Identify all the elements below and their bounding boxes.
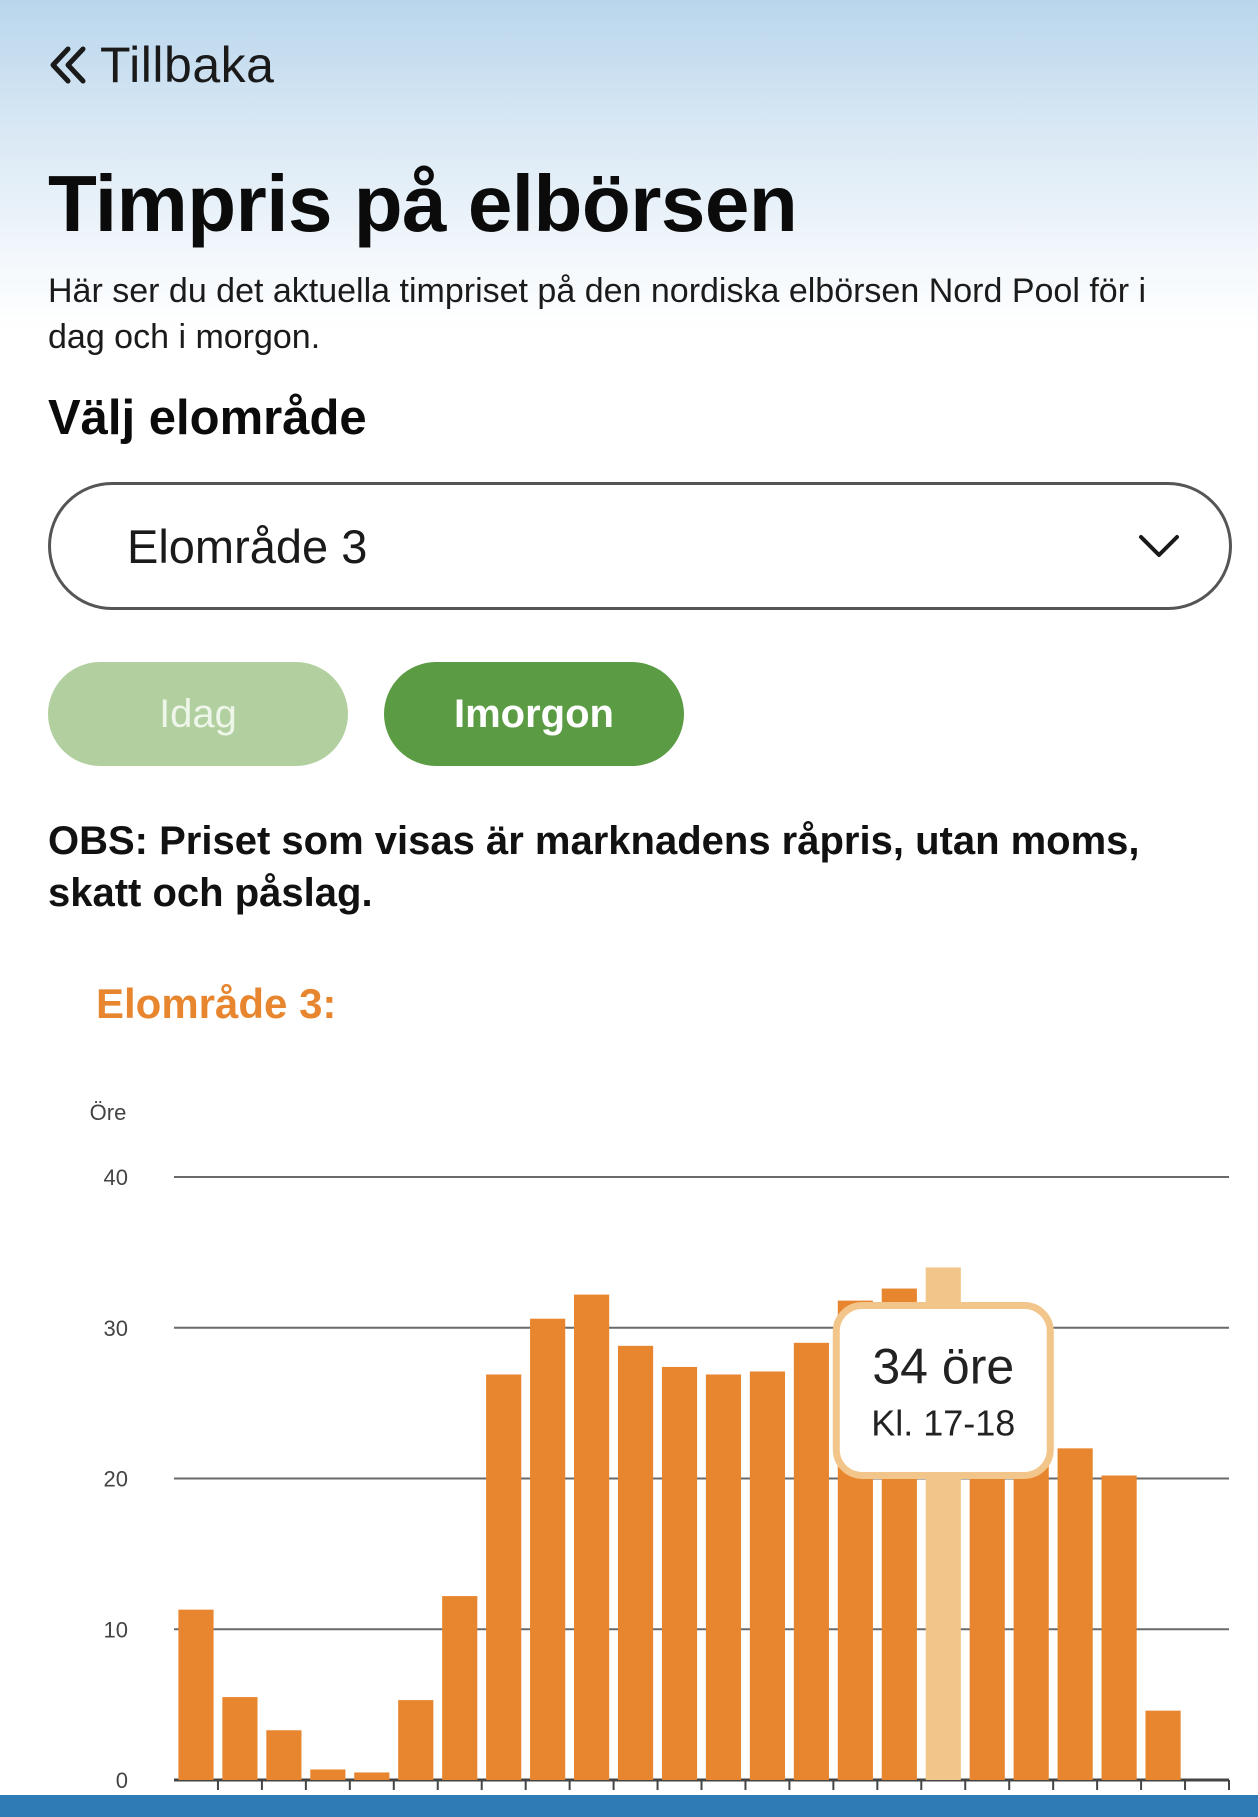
bar bbox=[706, 1374, 741, 1780]
bar bbox=[618, 1346, 653, 1780]
bar bbox=[266, 1730, 301, 1780]
bar bbox=[398, 1700, 433, 1780]
bar bbox=[750, 1371, 785, 1780]
tomorrow-button[interactable]: Imorgon bbox=[384, 662, 684, 766]
y-tick-label: 20 bbox=[103, 1466, 128, 1492]
bar bbox=[662, 1367, 697, 1780]
double-chevron-left-icon bbox=[48, 45, 88, 85]
tooltip-value: 34 öre bbox=[872, 1338, 1015, 1395]
bar bbox=[178, 1610, 213, 1780]
price-notice: OBS: Priset som visas är marknadens råpris, utan moms, skatt och påslag. bbox=[48, 819, 1140, 915]
bar bbox=[530, 1319, 565, 1780]
bar bbox=[442, 1596, 477, 1780]
area-selector-heading: Välj elområde bbox=[48, 391, 367, 445]
bar bbox=[1102, 1475, 1137, 1780]
bar bbox=[310, 1769, 345, 1780]
back-label: Tillbaka bbox=[100, 37, 275, 93]
bar bbox=[354, 1772, 389, 1780]
today-button[interactable]: Idag bbox=[48, 662, 348, 766]
bar bbox=[574, 1295, 609, 1780]
chart-title: Elområde 3: bbox=[96, 980, 337, 1027]
tooltip-time: Kl. 17-18 bbox=[871, 1402, 1016, 1444]
area-select-value: Elområde 3 bbox=[127, 519, 368, 573]
chevron-down-icon bbox=[1137, 532, 1181, 560]
back-link[interactable] bbox=[48, 36, 274, 94]
bar bbox=[1058, 1448, 1093, 1780]
y-tick-label: 0 bbox=[115, 1768, 128, 1793]
y-tick-label: 30 bbox=[103, 1315, 128, 1341]
y-tick-label: 40 bbox=[103, 1165, 128, 1190]
bar bbox=[486, 1374, 521, 1780]
page-title: Timpris på elbörsen bbox=[48, 159, 798, 248]
area-select[interactable] bbox=[48, 482, 1232, 610]
bar bbox=[1145, 1711, 1180, 1780]
price-chart bbox=[0, 1080, 1258, 1795]
bottom-bar bbox=[0, 1795, 1258, 1817]
bar bbox=[222, 1697, 257, 1780]
intro-text: Här ser du det aktuella timpriset på den nordiska elbörsen Nord Pool för i dag och i morgon. bbox=[48, 272, 1147, 356]
bar bbox=[794, 1343, 829, 1780]
y-tick-label: 10 bbox=[103, 1617, 128, 1643]
y-axis-unit-label: Öre bbox=[89, 1100, 127, 1125]
